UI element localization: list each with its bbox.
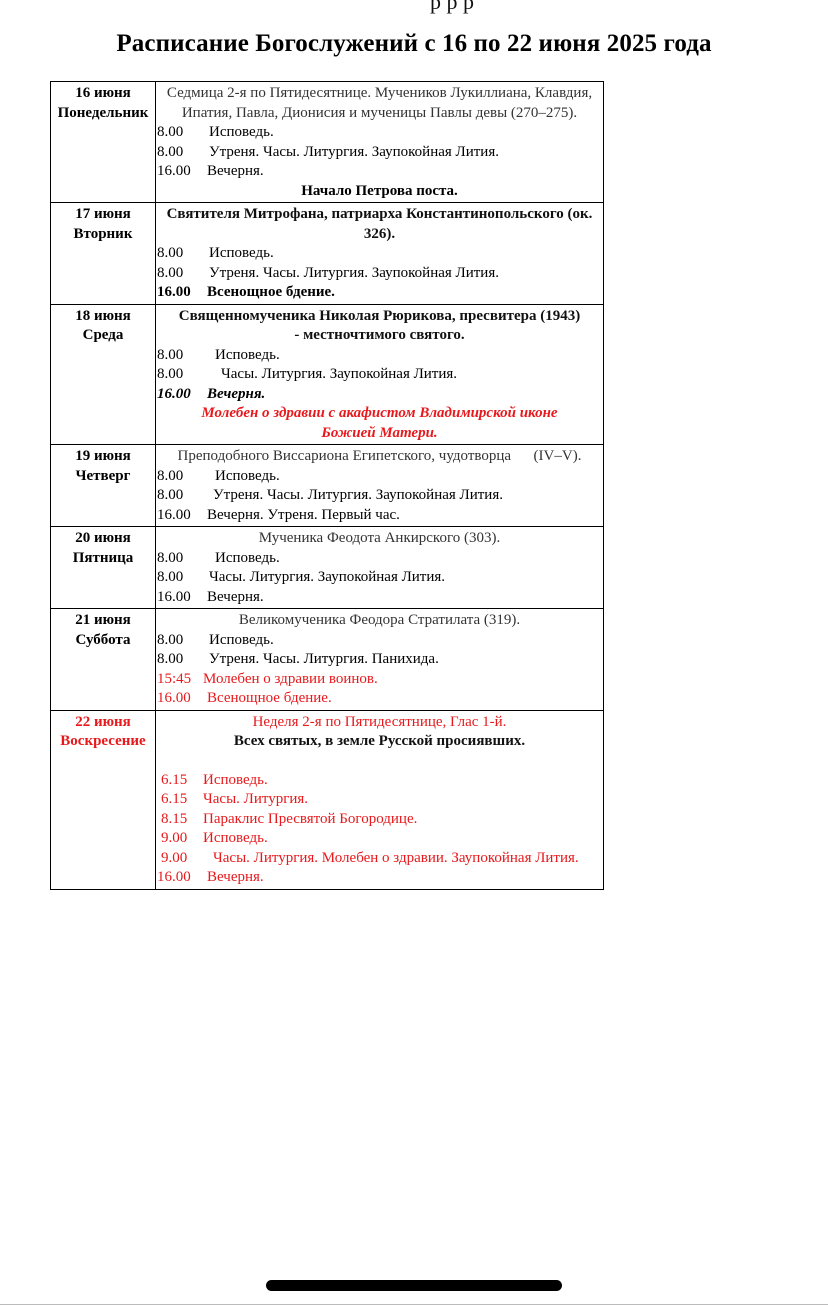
service-text: Всенощное бдение.: [207, 284, 335, 300]
service-time: 15:45: [157, 670, 192, 687]
service-line: [157, 365, 602, 385]
service-text: Вечерня.: [207, 163, 264, 179]
service-time: 6.15: [161, 791, 188, 807]
day-cell: [51, 710, 156, 889]
service-line: [157, 385, 602, 405]
service-line: [157, 264, 602, 284]
service-time: 8.00: [157, 245, 184, 261]
service-line: [157, 829, 602, 849]
day-date: 17 июня: [75, 206, 131, 222]
service-text: Вечерня.: [207, 385, 266, 402]
service-text: Всенощное бдение.: [207, 690, 332, 706]
service-time: 8.00: [157, 346, 184, 363]
day-weekday: Среда: [82, 327, 124, 343]
services-cell: [156, 304, 604, 445]
service-text: Часы. Литургия.: [203, 791, 309, 807]
feast-title: Великомученика Феодора Стратилата (319).: [238, 612, 521, 628]
service-time: 8.00: [157, 264, 184, 281]
service-time: 8.00: [157, 631, 184, 648]
day-date: 20 июня: [75, 530, 131, 546]
service-time: 8.00: [157, 651, 184, 667]
service-line: [157, 506, 602, 526]
day-weekday: Четверг: [75, 467, 131, 484]
service-line: [157, 689, 602, 709]
table-row: [51, 304, 604, 445]
services-cell: [156, 609, 604, 711]
services-cell: [156, 203, 604, 305]
service-line: [157, 346, 602, 366]
divider: [0, 1304, 828, 1305]
day-cell: [51, 445, 156, 527]
day-date: 18 июня: [75, 307, 131, 324]
service-text: Утреня. Часы. Литургия. Панихида.: [209, 651, 439, 667]
cropped-header-text: р р р: [430, 0, 474, 14]
service-text: Исповедь.: [215, 549, 280, 566]
service-text: Молебен о здравии воинов.: [203, 670, 378, 687]
feast-title: Седмица 2-я по Пятидесятнице. Мучеников Лукиллиана, Клавдия, Ипатия, Павла, Дионисия и мученицы Павлы девы (270–275).: [166, 85, 593, 121]
table-row: [51, 609, 604, 711]
service-line: [157, 588, 602, 608]
feast-title: Мученика Феодота Анкирского (303).: [258, 530, 501, 546]
service-time: 16.00: [157, 163, 191, 179]
service-text: Исповедь.: [203, 830, 268, 846]
service-time: 9.00: [161, 849, 188, 866]
day-weekday: Понедельник: [57, 104, 149, 121]
day-cell: [51, 609, 156, 711]
feast-title: Преподобного Виссариона Египетского, чудотворца (IV–V).: [177, 448, 582, 464]
service-time: 8.00: [157, 124, 184, 140]
service-line: [157, 771, 602, 791]
service-line: [157, 123, 602, 143]
service-line: [157, 868, 602, 888]
service-line: [157, 631, 602, 651]
day-cell: [51, 82, 156, 203]
service-time: 16.00: [157, 385, 191, 402]
day-cell: [51, 304, 156, 445]
day-cell: [51, 203, 156, 305]
service-text: Исповедь.: [203, 771, 268, 788]
service-time: 16.00: [157, 869, 191, 885]
service-line: [157, 549, 602, 569]
service-time: 6.15: [161, 771, 188, 788]
service-text: Часы. Литургия. Заупокойная Лития.: [209, 569, 446, 585]
service-text: Вечерня. Утреня. Первый час.: [207, 506, 400, 523]
day-date: 21 июня: [75, 612, 131, 628]
service-line: [157, 650, 602, 670]
day-cell: [51, 527, 156, 609]
table-row: [51, 527, 604, 609]
service-line: [157, 568, 602, 588]
home-indicator[interactable]: [266, 1280, 562, 1291]
day-weekday: Суббота: [75, 631, 131, 648]
service-text: Утреня. Часы. Литургия. Заупокойная Лития.: [209, 143, 499, 160]
services-cell: [156, 710, 604, 889]
service-time: 8.15: [161, 810, 188, 827]
feast-subtitle: Всех святых, в земле Русской просиявших.: [233, 733, 526, 749]
day-weekday: Вторник: [73, 225, 133, 242]
day-date: 19 июня: [75, 448, 131, 464]
services-cell: [156, 445, 604, 527]
day-weekday: Пятница: [72, 549, 134, 566]
service-time: 16.00: [157, 690, 191, 706]
service-time: 16.00: [157, 284, 191, 300]
service-time: 8.00: [157, 366, 184, 382]
service-text: Исповедь.: [209, 631, 274, 648]
service-text: Утреня. Часы. Литургия. Заупокойная Лития.: [213, 487, 503, 503]
table-row: [51, 445, 604, 527]
service-text: Исповедь.: [215, 467, 280, 484]
service-text: Исповедь.: [209, 124, 274, 140]
services-cell: [156, 82, 604, 203]
feast-title: Священномученика Николая Рюрикова, пресвитера (1943) - местночтимого святого.: [178, 307, 581, 343]
service-line: [157, 283, 602, 303]
table-row: [51, 203, 604, 305]
service-text: Часы. Литургия. Заупокойная Лития.: [221, 366, 458, 382]
service-text: Исповедь.: [215, 346, 280, 363]
service-line: [157, 143, 602, 163]
service-time: 8.00: [157, 143, 184, 160]
schedule-table: [50, 81, 604, 890]
service-text: Вечерня.: [207, 869, 264, 885]
service-time: 8.00: [157, 487, 184, 503]
day-date: 16 июня: [75, 85, 131, 101]
service-line: [157, 670, 602, 690]
service-text: Часы. Литургия. Молебен о здравии. Заупокойная Лития.: [213, 849, 579, 866]
feast-title: Неделя 2-я по Пятидесятнице, Глас 1-й.: [252, 713, 507, 730]
service-time: 8.00: [157, 549, 184, 566]
service-text: Вечерня.: [207, 588, 264, 605]
day-note: Молебен о здравии с акафистом Владимирской иконе Божией Матери.: [201, 405, 558, 441]
service-time: 16.00: [157, 588, 191, 605]
day-date: 22 июня: [75, 713, 131, 730]
services-cell: [156, 527, 604, 609]
service-time: 9.00: [161, 830, 188, 846]
day-weekday: Воскресение: [60, 733, 146, 749]
day-note: Начало Петрова поста.: [301, 182, 458, 199]
table-row: [51, 82, 604, 203]
spacer: [157, 752, 602, 771]
service-line: [157, 244, 602, 264]
service-time: 16.00: [157, 506, 191, 523]
service-time: 8.00: [157, 467, 184, 484]
service-line: [157, 790, 602, 810]
service-line: [157, 467, 602, 487]
service-line: [157, 810, 602, 830]
page-title: Расписание Богослужений с 16 по 22 июня 2025 года: [116, 30, 712, 57]
service-text: Утреня. Часы. Литургия. Заупокойная Лития.: [209, 264, 499, 281]
service-line: [157, 486, 602, 506]
feast-title: Святителя Митрофана, патриарха Константинопольского (ок. 326).: [166, 206, 593, 242]
service-text: Исповедь.: [209, 245, 274, 261]
service-line: [157, 162, 602, 182]
table-row: [51, 710, 604, 889]
service-line: [157, 849, 602, 869]
service-text: Параклис Пресвятой Богородице.: [203, 810, 418, 827]
service-time: 8.00: [157, 569, 184, 585]
